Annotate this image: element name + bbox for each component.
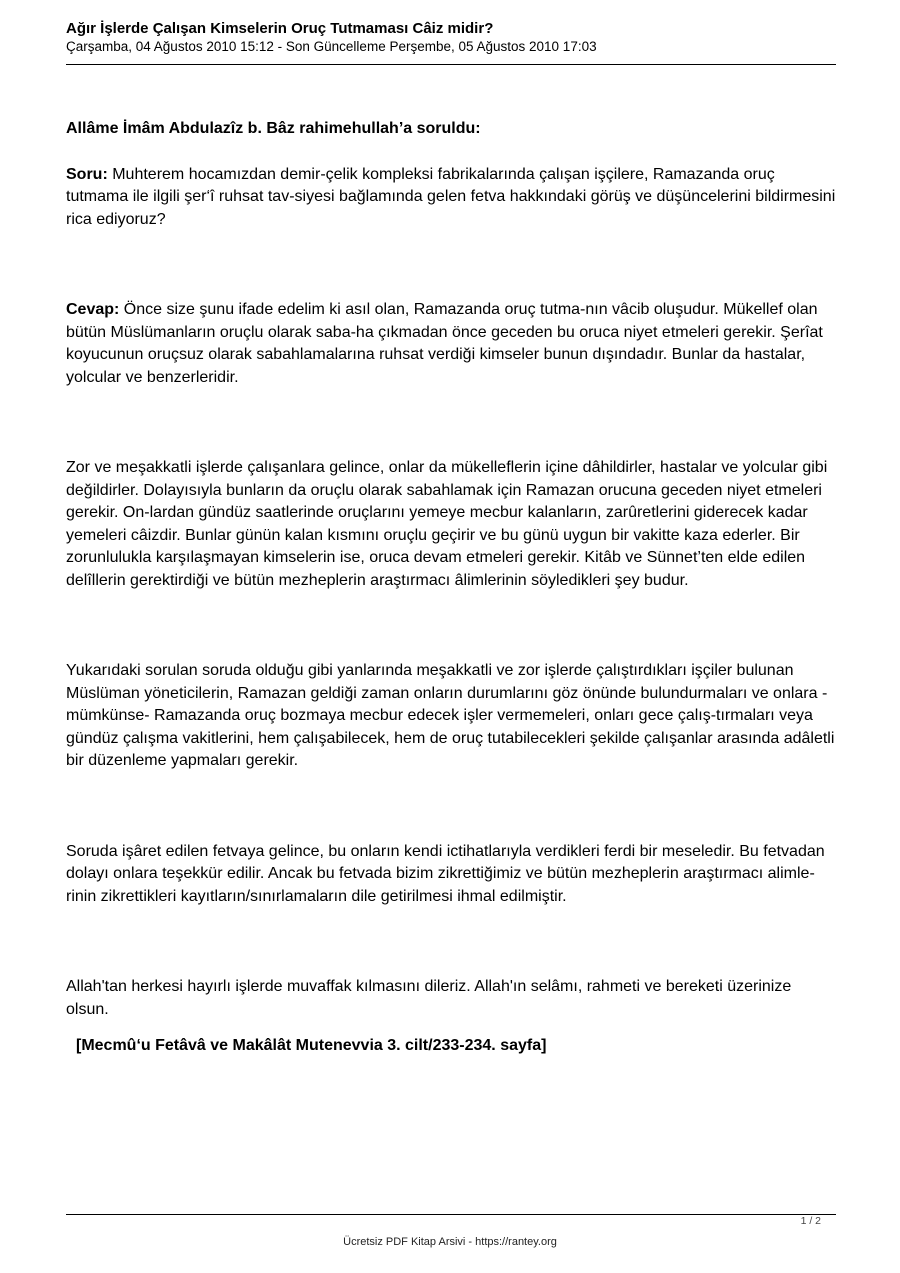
answer-paragraph (66, 299, 838, 389)
answer-label: Cevap: (66, 301, 120, 318)
header-divider (66, 64, 836, 65)
question-label: Soru: (66, 165, 108, 183)
footer-divider (66, 1214, 836, 1215)
question-text: Muhterem hocamızdan demir-çelik kompleksi fabrikalarında çalışan işçilere, Ramazanda oruç tutmama ile ilgili şer‘î ruhsat tav-siyesi bağlamında gelen fetva hakkındaki görüş ve düşüncelerini bildirmesini rica ediyoruz? (66, 165, 836, 228)
closing-paragraph: Allah'tan herkesi hayırlı işlerde muvaffak kılmasını dileriz. Allah'ın selâmı, rahmeti ve bereketi üzerinize olsun. (66, 978, 792, 1018)
footer-credit: Ücretsiz PDF Kitap Arsivi - https://rantey.org (343, 1236, 557, 1248)
body-paragraph: Zor ve meşakkatli işlerde çalışanlara gelince, onlar da mükelleflerin içine dâhildirler, hastalar ve yolcular gibi değildirler. Dolayısıyla bunların da oruçlu olarak sabahlamak için Ramazan orucuna geceden niyet etmeleri gerekir. On-lardan gündüz saatlerinde oruçlarını yemeye mecbur kalanların, zarûretlerini giderecek kadar yemeleri câizdir. Bunlar günün kalan kısmını oruçlu geçirir ve bu günü uygun bir vakitte kaza ederler. Bir zorunlulukla karşılaşmayan kimselerin ise, oruca devam etmeleri gerekir. Kitâb ve Sünnet’ten elde edilen delîllerin gerektirdiği ve bütün mezheplerin araştırmacı âlimlerinin söyledikleri şey budur. (66, 459, 828, 589)
answer-text: Önce size şunu ifade edelim ki asıl olan, Ramazanda oruç tutma-nın vâcib oluşudur. Mükellef olan bütün Müslümanların oruçlu olarak saba-ha çıkmadan önce geceden bu oruca niyet etmeleri gerekir. Şerîat koyucunun oruçsuz olarak sabahlamalarına ruhsat verdiği kimseler bunun dışındadır. Bunlar da hastalar, yolcular ve benzerleridir. (66, 301, 823, 386)
source-citation: [Mecmû‘u Fetâvâ ve Makâlât Mutenevvia 3. cilt/233-234. sayfa] (76, 1037, 547, 1054)
article-body (66, 118, 838, 1058)
article-title: Ağır İşlerde Çalışan Kimselerin Oruç Tutmaması Câiz midir? (66, 20, 494, 37)
article-dates: Çarşamba, 04 Ağustos 2010 15:12 - Son Güncelleme Perşembe, 05 Ağustos 2010 17:03 (66, 39, 597, 54)
page-number: 1 / 2 (800, 1215, 821, 1227)
body-paragraph: Soruda işâret edilen fetvaya gelince, bu onların kendi ictihatlarıyla verdikleri ferdi bir meseledir. Bu fetvadan dolayı onlara teşekkür edilir. Ancak bu fetvada bizim zikrettiğimiz ve bütün mezheplerin araştırmacı alimle-rinin zikrettikleri kayıtların/sınırlamaların dile getirilmesi ihmal edilmiştir. (66, 842, 825, 905)
question-paragraph (66, 164, 838, 232)
page-header (66, 20, 836, 55)
body-paragraph: Yukarıdaki sorulan soruda olduğu gibi yanlarında meşakkatli ve zor işlerde çalıştırdıkları işçiler bulunan Müslüman yöneticilerin, Ramazan geldiği zaman onların durumlarını göz önünde bulundurmaları ve onlara -mümkünse- Ramazanda oruç bozmaya mecbur edecek işler vermemeleri, onları gece çalış-tırmaları veya gündüz çalışma vakitlerini, hem çalışabilecek, hem de oruç tutabilecekleri şekilde çalışanlar arasında adâletli bir düzenleme yapmaları gerekir. (66, 662, 835, 769)
article-intro: Allâme İmâm Abdulazîz b. Bâz rahimehullah’a soruldu: (66, 120, 481, 137)
